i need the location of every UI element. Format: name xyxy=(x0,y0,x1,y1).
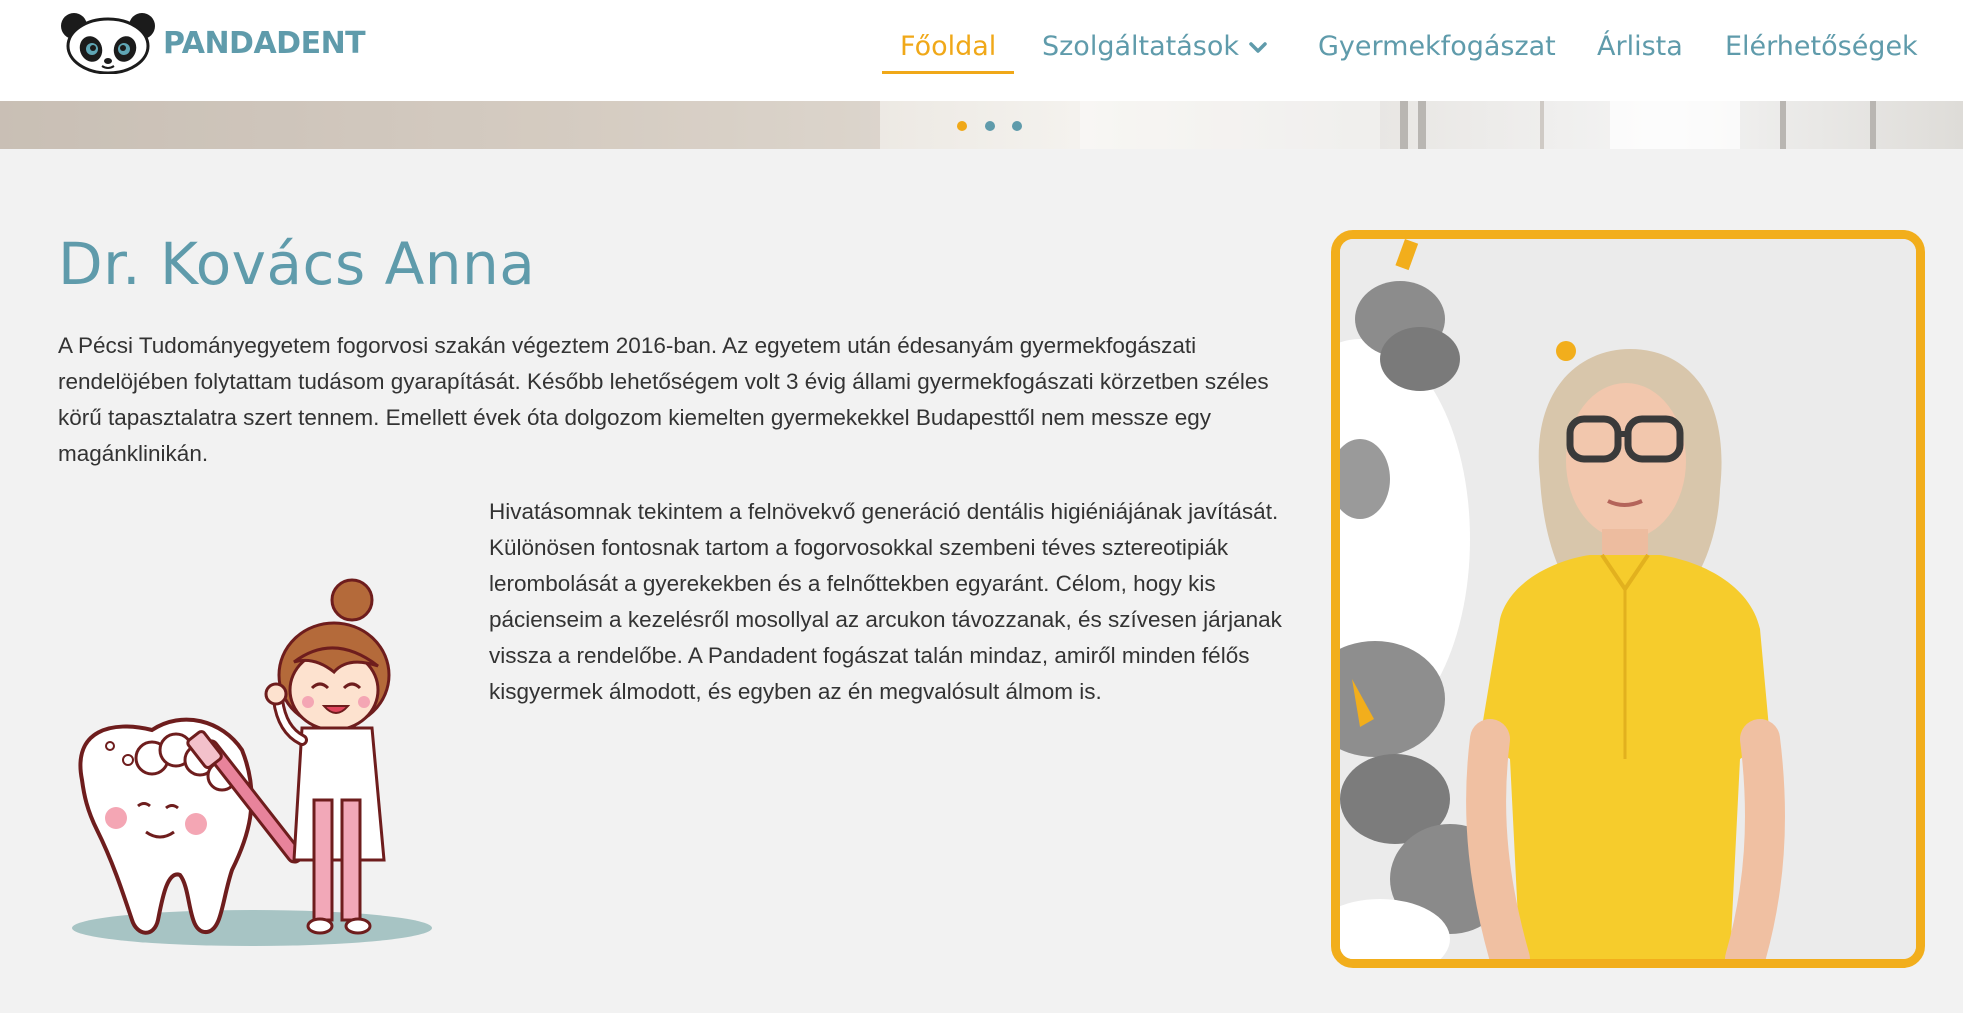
nav-item-label: Főoldal xyxy=(900,31,997,62)
slider-dot-1[interactable] xyxy=(957,121,967,131)
nav-item-label: Gyermekfogászat xyxy=(1318,31,1556,62)
nav-item-fooldal[interactable] xyxy=(900,28,996,74)
nav-item-label: Szolgáltatások xyxy=(1042,31,1240,62)
slider-dot-3[interactable] xyxy=(1012,121,1022,131)
nav-item-arlista[interactable] xyxy=(1597,28,1683,74)
chevron-down-icon xyxy=(1249,42,1267,54)
logo-text: PANDADENT xyxy=(163,26,366,61)
bio-paragraph-1: A Pécsi Tudományegyetem fogorvosi szakán végeztem 2016-ban. Az egyetem után édesanyám gyermekfogászati rendelöjében folytattam tudásom gyarapítását. Később lehetőségem volt 3 évig állami gyermekfogászati körzetben széles körű tapasztalatra szert tennem. Emellett évek óta dolgozom kiemelten gyermekekkel Budapesttől nem messze egy magánklinikán. xyxy=(58,333,1269,466)
main-nav xyxy=(0,28,1963,74)
slider-dot-2[interactable] xyxy=(985,121,995,131)
nav-item-gyermekfogaszat[interactable] xyxy=(1318,28,1556,74)
dentist-tooth-illustration xyxy=(62,570,442,950)
bio-paragraph-2: Hivatásomnak tekintem a felnövekvő generáció dentális higiéniájának javítását. Különösen fontosnak tartom a fogorvosokkal szembeni téves sztereotipiák lerombolását a gyerekekben és a felnőttekben egyaránt. Célom, hogy kis pácienseim a kezelésről mosollyal az arcukon távozzanak, és szívesen járjanak vissza a rendelőbe. A Pandadent fogászat talán mindaz, amiről minden félős kisgyermek álmodott, és egyben az én megvalósult álmom is. xyxy=(489,499,1282,704)
nav-item-elerhetosegek[interactable] xyxy=(1725,28,1918,74)
nav-item-label: Árlista xyxy=(1597,31,1683,62)
nav-item-label: Elérhetőségek xyxy=(1725,31,1918,62)
page-title: Dr. Kovács Anna xyxy=(58,230,536,298)
nav-item-szolgaltatasok[interactable] xyxy=(1042,28,1267,74)
hero-slider xyxy=(0,101,1963,149)
doctor-photo xyxy=(1331,230,1925,968)
active-nav-underline xyxy=(882,71,1014,74)
site-header xyxy=(0,0,1963,101)
